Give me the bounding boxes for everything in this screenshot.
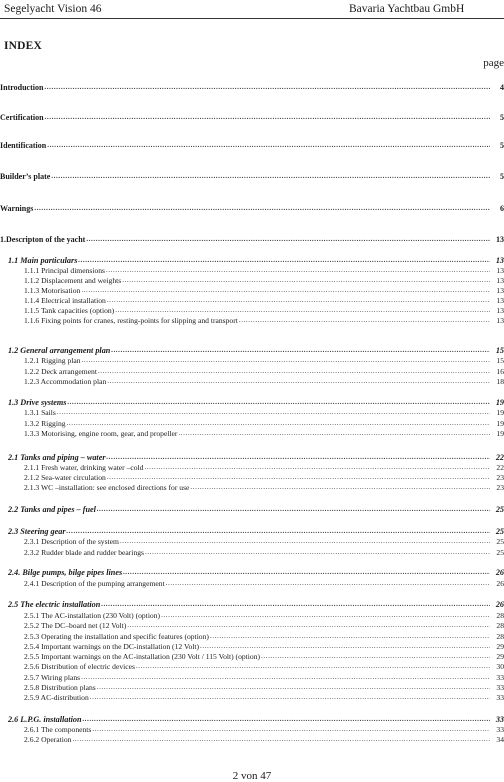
toc-entry xyxy=(0,266,504,275)
toc-dot-leader xyxy=(165,580,490,588)
toc-dot-leader xyxy=(96,506,490,514)
toc-entry xyxy=(0,505,504,514)
toc-entry-page: 13 xyxy=(496,286,504,295)
toc-entry-title: 1.2.2 Deck arrangement xyxy=(24,367,97,376)
toc-entry xyxy=(0,463,504,472)
toc-entry xyxy=(0,735,504,744)
page-header xyxy=(0,0,504,19)
toc-entry-page: 23 xyxy=(496,483,504,492)
toc-entry xyxy=(0,483,504,492)
toc-entry-title: 2.1.1 Fresh water, drinking water –cold xyxy=(24,463,144,472)
toc-dot-leader xyxy=(260,653,490,661)
toc-dot-leader xyxy=(97,368,490,376)
toc-entry-page: 28 xyxy=(496,632,504,641)
toc-entry-title: 2.6.2 Operation xyxy=(24,735,72,744)
toc-entry-title: 2.5.3 Operating the installation and specific features (option) xyxy=(24,632,209,641)
toc-entry xyxy=(0,367,504,376)
toc-entry xyxy=(0,453,504,462)
toc-entry-title: 1.3.2 Rigging xyxy=(24,419,66,428)
toc-entry-page: 26 xyxy=(495,568,504,577)
toc-dot-leader xyxy=(189,484,490,492)
toc-entry-title: 2.5.8 Distribution plans xyxy=(24,683,96,692)
toc-entry-title: Certification xyxy=(0,113,44,122)
toc-entry-title: 1.3.1 Sails xyxy=(24,408,56,417)
toc-entry-page: 33 xyxy=(496,725,504,734)
toc-entry-title: 2.1.3 WC –installation: see enclosed directions for use xyxy=(24,483,190,492)
toc-entry-page: 23 xyxy=(496,473,504,482)
toc-dot-leader xyxy=(122,569,490,577)
toc-dot-leader xyxy=(110,347,490,355)
toc-entry-title: 1.1.6 Fixing points for cranes, resting-points for slipping and transport xyxy=(24,316,238,325)
toc-entry-page: 18 xyxy=(496,377,504,386)
toc-entry-title: 1.3 Drive systems xyxy=(8,398,67,407)
toc-entry xyxy=(0,548,504,557)
index-heading: INDEX xyxy=(4,40,43,52)
toc-entry-title: 2.4. Bilge pumps, bilge pipes lines xyxy=(8,568,123,577)
toc-entry xyxy=(0,256,504,265)
toc-dot-leader xyxy=(106,378,490,386)
page-column-label: page xyxy=(483,57,504,69)
toc-entry xyxy=(0,537,504,546)
toc-entry-title: 2.4.1 Description of the pumping arrangement xyxy=(24,579,165,588)
toc-entry-title: 2.2 Tanks and pipes – fuel xyxy=(8,505,96,514)
toc-entry-page: 26 xyxy=(495,600,504,609)
toc-entry xyxy=(0,235,504,244)
toc-entry xyxy=(0,715,504,724)
toc-entry xyxy=(0,527,504,536)
toc-entry xyxy=(0,683,504,692)
toc-entry-page: 19 xyxy=(496,429,504,438)
toc-entry-page: 33 xyxy=(496,693,504,702)
toc-entry-page: 4 xyxy=(500,83,504,92)
toc-entry xyxy=(0,579,504,588)
toc-entry xyxy=(0,141,504,150)
toc-dot-leader xyxy=(144,549,490,557)
toc-entry-page: 22 xyxy=(495,453,504,462)
toc-dot-leader xyxy=(209,633,490,641)
toc-entry-title: 2.5.2 The DC–board net (12 Volt) xyxy=(24,621,127,630)
toc-dot-leader xyxy=(96,684,490,692)
header-company-name: Bavaria Yachtbau GmbH xyxy=(349,3,465,15)
toc-entry-page: 33 xyxy=(496,683,504,692)
toc-dot-leader xyxy=(135,663,490,671)
toc-dot-leader xyxy=(50,173,490,181)
toc-entry xyxy=(0,611,504,620)
toc-entry xyxy=(0,356,504,365)
toc-entry-title: 1.1 Main particulars xyxy=(8,256,78,265)
toc-entry-title: Warnings xyxy=(0,204,34,213)
toc-entry xyxy=(0,306,504,315)
toc-entry-page: 13 xyxy=(496,316,504,325)
toc-entry-page: 13 xyxy=(496,235,504,244)
toc-dot-leader xyxy=(82,716,490,724)
toc-entry-title: 2.6 L.P.G. installation xyxy=(8,715,82,724)
toc-entry-title: 1.2.3 Accommodation plan xyxy=(24,377,107,386)
header-document-title: Segelyacht Vision 46 xyxy=(4,3,102,15)
toc-entry xyxy=(0,693,504,702)
toc-entry-title: 1.Descripton of the yacht xyxy=(0,235,86,244)
toc-dot-leader xyxy=(160,612,490,620)
toc-dot-leader xyxy=(46,142,490,150)
toc-entry xyxy=(0,398,504,407)
toc-dot-leader xyxy=(114,307,490,315)
toc-dot-leader xyxy=(66,399,490,407)
toc-entry-title: 2.3.1 Description of the system xyxy=(24,537,119,546)
toc-dot-leader xyxy=(85,236,490,244)
toc-entry-page: 15 xyxy=(495,346,504,355)
toc-dot-leader xyxy=(91,726,490,734)
toc-entry-page: 16 xyxy=(496,367,504,376)
toc-entry-title: 2.1 Tanks and piping – water xyxy=(8,453,106,462)
toc-entry-page: 13 xyxy=(496,306,504,315)
toc-entry-title: Introduction xyxy=(0,83,44,92)
toc-dot-leader xyxy=(143,464,490,472)
toc-dot-leader xyxy=(121,277,490,285)
toc-entry xyxy=(0,346,504,355)
toc-entry-page: 5 xyxy=(500,113,504,122)
toc-entry-page: 29 xyxy=(496,642,504,651)
toc-entry-title: 2.3.2 Rudder blade and rudder bearings xyxy=(24,548,144,557)
toc-dot-leader xyxy=(66,420,490,428)
toc-entry xyxy=(0,473,504,482)
toc-entry xyxy=(0,429,504,438)
toc-entry-title: Builder’s plate xyxy=(0,172,51,181)
toc-entry-page: 29 xyxy=(496,652,504,661)
toc-entry xyxy=(0,621,504,630)
toc-entry-page: 13 xyxy=(496,266,504,275)
toc-entry xyxy=(0,652,504,661)
toc-entry-title: 1.1.2 Displacement and weights xyxy=(24,276,122,285)
toc-dot-leader xyxy=(119,538,490,546)
toc-entry xyxy=(0,419,504,428)
toc-entry-page: 15 xyxy=(496,356,504,365)
toc-entry-title: 2.5.5 Important warnings on the AC-installation (230 Volt / 115 Volt) (option) xyxy=(24,652,261,661)
toc-entry-page: 28 xyxy=(496,611,504,620)
toc-entry-page: 25 xyxy=(496,537,504,546)
toc-entry-page: 13 xyxy=(496,276,504,285)
toc-dot-leader xyxy=(106,297,490,305)
toc-dot-leader xyxy=(80,287,490,295)
toc-entry xyxy=(0,632,504,641)
toc-entry xyxy=(0,662,504,671)
toc-entry-page: 28 xyxy=(496,621,504,630)
toc-entry-page: 5 xyxy=(500,172,504,181)
toc-entry xyxy=(0,286,504,295)
toc-dot-leader xyxy=(56,409,490,417)
toc-dot-leader xyxy=(66,528,490,536)
toc-dot-leader xyxy=(77,257,490,265)
toc-entry xyxy=(0,83,504,92)
toc-dot-leader xyxy=(126,622,490,630)
toc-entry xyxy=(0,377,504,386)
toc-entry xyxy=(0,673,504,682)
toc-entry-title: Identification xyxy=(0,141,47,150)
toc-entry xyxy=(0,204,504,213)
toc-entry-page: 25 xyxy=(495,505,504,514)
toc-dot-leader xyxy=(106,454,490,462)
toc-entry-page: 19 xyxy=(496,408,504,417)
toc-entry-page: 13 xyxy=(496,296,504,305)
toc-entry-title: 2.5 The electric installation xyxy=(8,600,101,609)
toc-entry-title: 2.5.4 Important warnings on the DC-installation (12 Volt) xyxy=(24,642,199,651)
toc-entry-page: 6 xyxy=(500,204,504,213)
toc-entry xyxy=(0,725,504,734)
toc-entry-page: 33 xyxy=(496,673,504,682)
toc-dot-leader xyxy=(100,601,490,609)
toc-dot-leader xyxy=(43,84,490,92)
toc-entry-title: 2.1.2 Sea-water circulation xyxy=(24,473,106,482)
toc-dot-leader xyxy=(238,317,490,325)
toc-entry-page: 25 xyxy=(496,548,504,557)
toc-dot-leader xyxy=(89,694,490,702)
toc-entry xyxy=(0,568,504,577)
toc-entry xyxy=(0,113,504,122)
toc-dot-leader xyxy=(33,205,490,213)
toc-entry-title: 1.1.4 Electrical installation xyxy=(24,296,106,305)
toc-entry-title: 2.5.7 Wiring plans xyxy=(24,673,81,682)
toc-entry-page: 22 xyxy=(496,463,504,472)
toc-entry-page: 30 xyxy=(496,662,504,671)
toc-entry-title: 2.5.6 Distribution of electric devices xyxy=(24,662,135,671)
toc-entry xyxy=(0,316,504,325)
toc-dot-leader xyxy=(71,736,490,744)
toc-dot-leader xyxy=(177,430,490,438)
toc-entry-title: 2.6.1 The components xyxy=(24,725,92,734)
toc-dot-leader xyxy=(105,267,490,275)
toc-dot-leader xyxy=(44,114,490,122)
toc-entry-title: 2.5.9 AC-distribution xyxy=(24,693,89,702)
toc-entry xyxy=(0,172,504,181)
toc-entry-page: 19 xyxy=(495,398,504,407)
toc-entry-title: 1.1.3 Motorisation xyxy=(24,286,81,295)
toc-entry-title: 2.3 Steering gear xyxy=(8,527,66,536)
toc-entry-title: 1.1.1 Principal dimensions xyxy=(24,266,105,275)
toc-entry-page: 19 xyxy=(496,419,504,428)
toc-entry xyxy=(0,642,504,651)
toc-entry-title: 2.5.1 The AC-installation (230 Volt) (option) xyxy=(24,611,161,620)
toc-entry-page: 33 xyxy=(495,715,504,724)
toc-entry-page: 13 xyxy=(495,256,504,265)
toc-entry-title: 1.3.3 Motorising, engine room, gear, and propeller xyxy=(24,429,178,438)
toc-entry xyxy=(0,408,504,417)
toc-entry-title: 1.2 General arrangement plan xyxy=(8,346,111,355)
page-footer: 2 von 47 xyxy=(232,770,272,782)
toc-entry-title: 1.2.1 Rigging plan xyxy=(24,356,81,365)
toc-dot-leader xyxy=(199,643,490,651)
toc-dot-leader xyxy=(80,674,490,682)
toc-entry xyxy=(0,276,504,285)
toc-entry xyxy=(0,600,504,609)
toc-dot-leader xyxy=(106,474,490,482)
toc-entry-page: 25 xyxy=(495,527,504,536)
toc-entry-page: 5 xyxy=(500,141,504,150)
toc-entry-page: 26 xyxy=(496,579,504,588)
toc-entry xyxy=(0,296,504,305)
toc-dot-leader xyxy=(81,357,490,365)
toc-entry-page: 34 xyxy=(496,735,504,744)
toc-entry-title: 1.1.5 Tank capacities (option) xyxy=(24,306,115,315)
